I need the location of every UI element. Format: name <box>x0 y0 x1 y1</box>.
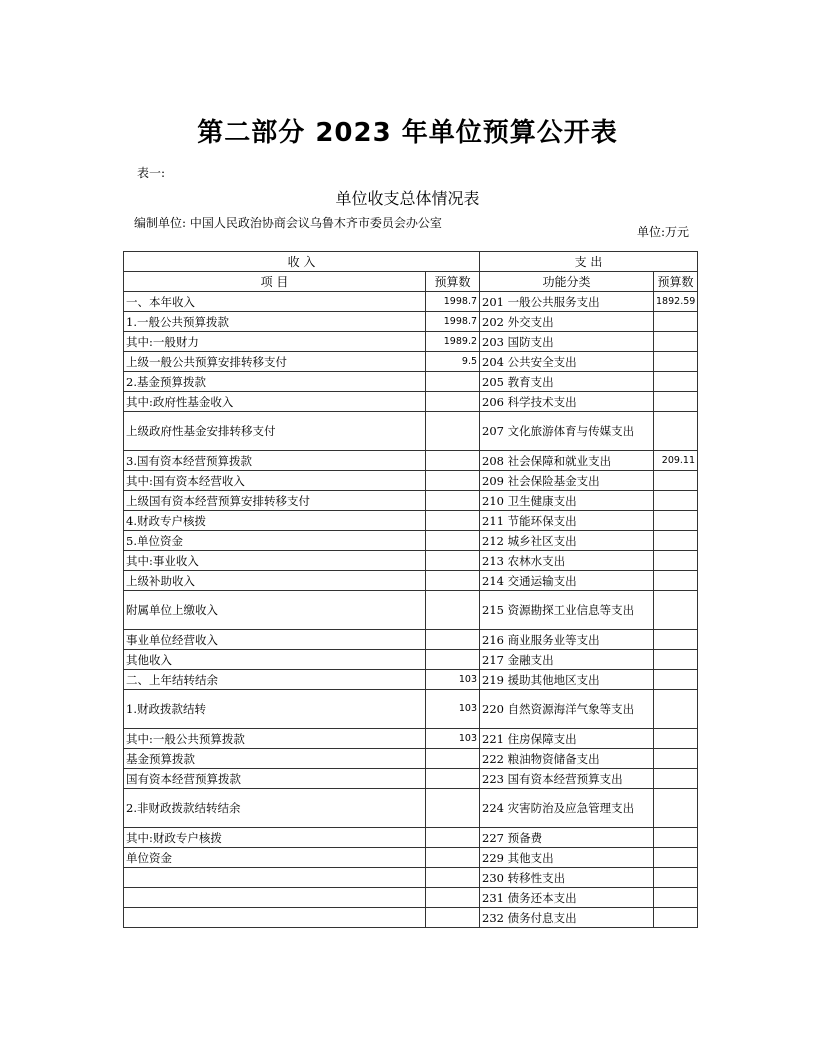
table-column-header-row <box>124 272 698 292</box>
expense-category-cell: 230 转移性支出 <box>480 868 654 888</box>
income-item-cell: 其中:国有资本经营收入 <box>124 471 426 491</box>
income-amount-cell <box>426 591 480 630</box>
table-row <box>124 690 698 729</box>
expense-category-cell: 205 教育支出 <box>480 372 654 392</box>
expense-category-cell: 202 外交支出 <box>480 312 654 332</box>
table-group-header-row <box>124 252 698 272</box>
income-amount-cell <box>426 848 480 868</box>
expense-category-cell: 220 自然资源海洋气象等支出 <box>480 690 654 729</box>
currency-unit: 单位:万元 <box>637 225 690 239</box>
table-row <box>124 749 698 769</box>
table-row <box>124 789 698 828</box>
income-amount-cell <box>426 531 480 551</box>
income-amount-cell: 103 <box>426 670 480 690</box>
income-amount-cell <box>426 551 480 571</box>
expense-category-cell: 216 商业服务业等支出 <box>480 630 654 650</box>
expense-amount-cell <box>654 312 698 332</box>
table-row <box>124 352 698 372</box>
table-row <box>124 511 698 531</box>
expense-amount-cell <box>654 372 698 392</box>
income-amount-cell <box>426 451 480 471</box>
expense-amount-cell <box>654 769 698 789</box>
table-row <box>124 531 698 551</box>
income-item-cell: 其中:一般财力 <box>124 332 426 352</box>
expense-amount-cell <box>654 412 698 451</box>
income-item-cell: 上级一般公共预算安排转移支付 <box>124 352 426 372</box>
expense-category-cell: 207 文化旅游体育与传媒支出 <box>480 412 654 451</box>
income-amount-cell: 1998.7 <box>426 292 480 312</box>
income-item-cell: 基金预算拨款 <box>124 749 426 769</box>
income-amount-cell <box>426 908 480 928</box>
expense-category-cell: 212 城乡社区支出 <box>480 531 654 551</box>
income-amount-cell <box>426 868 480 888</box>
expense-category-cell: 213 农林水支出 <box>480 551 654 571</box>
income-item-cell: 上级国有资本经营预算安排转移支付 <box>124 491 426 511</box>
income-amount-cell <box>426 769 480 789</box>
income-amount-cell <box>426 828 480 848</box>
expense-amount-cell <box>654 789 698 828</box>
expense-amount-cell <box>654 531 698 551</box>
income-item-cell: 3.国有资本经营预算拨款 <box>124 451 426 471</box>
expense-category-cell: 217 金融支出 <box>480 650 654 670</box>
table-row <box>124 491 698 511</box>
income-item-cell: 一、本年收入 <box>124 292 426 312</box>
table-row <box>124 571 698 591</box>
table-row <box>124 908 698 928</box>
expense-category-cell: 231 债务还本支出 <box>480 888 654 908</box>
income-amount-cell <box>426 471 480 491</box>
income-item-cell: 其中:事业收入 <box>124 551 426 571</box>
category-header: 功能分类 <box>480 272 654 292</box>
table-row <box>124 650 698 670</box>
budget-table <box>123 251 698 928</box>
income-amount-cell <box>426 630 480 650</box>
expense-amount-cell <box>654 650 698 670</box>
income-amount-cell <box>426 511 480 531</box>
income-amount-cell <box>426 571 480 591</box>
expense-category-cell: 215 资源勘探工业信息等支出 <box>480 591 654 630</box>
income-amount-cell: 9.5 <box>426 352 480 372</box>
expense-category-cell: 206 科学技术支出 <box>480 392 654 412</box>
budget-table-body <box>124 252 698 928</box>
table-row <box>124 412 698 451</box>
expense-amount-cell <box>654 690 698 729</box>
expense-category-cell: 222 粮油物资储备支出 <box>480 749 654 769</box>
expense-amount-cell <box>654 630 698 650</box>
budget-header: 预算数 <box>426 272 480 292</box>
table-row <box>124 769 698 789</box>
expense-category-cell: 214 交通运输支出 <box>480 571 654 591</box>
income-item-cell <box>124 888 426 908</box>
income-item-cell: 二、上年结转结余 <box>124 670 426 690</box>
expense-category-cell: 223 国有资本经营预算支出 <box>480 769 654 789</box>
table-row <box>124 372 698 392</box>
income-item-cell: 上级补助收入 <box>124 571 426 591</box>
income-item-cell: 1.财政拨款结转 <box>124 690 426 729</box>
expense-category-cell: 219 援助其他地区支出 <box>480 670 654 690</box>
expense-amount-cell <box>654 392 698 412</box>
expense-amount-cell <box>654 571 698 591</box>
table-row <box>124 868 698 888</box>
expense-category-cell: 209 社会保险基金支出 <box>480 471 654 491</box>
expense-category-cell: 211 节能环保支出 <box>480 511 654 531</box>
item-header: 项 目 <box>124 272 426 292</box>
income-amount-cell <box>426 372 480 392</box>
income-item-cell: 2.非财政拨款结转结余 <box>124 789 426 828</box>
income-item-cell: 单位资金 <box>124 848 426 868</box>
income-item-cell: 其他收入 <box>124 650 426 670</box>
income-amount-cell: 1989.2 <box>426 332 480 352</box>
income-item-cell <box>124 868 426 888</box>
expense-amount-cell <box>654 591 698 630</box>
table-row <box>124 888 698 908</box>
table-row <box>124 392 698 412</box>
expense-amount-cell: 1892.59 <box>654 292 698 312</box>
income-amount-cell <box>426 789 480 828</box>
table-row <box>124 292 698 312</box>
table-row <box>124 551 698 571</box>
expense-amount-cell <box>654 868 698 888</box>
expense-amount-cell <box>654 828 698 848</box>
expense-amount-cell <box>654 848 698 868</box>
expense-amount-cell <box>654 332 698 352</box>
expense-header: 支 出 <box>480 252 698 272</box>
page-title: 第二部分 2023 年单位预算公开表 <box>197 118 618 148</box>
income-item-cell: 其中:政府性基金收入 <box>124 392 426 412</box>
income-item-cell: 4.财政专户核拨 <box>124 511 426 531</box>
expense-amount-cell <box>654 749 698 769</box>
income-amount-cell <box>426 650 480 670</box>
table-row <box>124 332 698 352</box>
income-item-cell: 2.基金预算拨款 <box>124 372 426 392</box>
income-item-cell: 其中:财政专户核拨 <box>124 828 426 848</box>
expense-category-cell: 227 预备费 <box>480 828 654 848</box>
expense-amount-cell <box>654 670 698 690</box>
expense-amount-cell <box>654 551 698 571</box>
expense-category-cell: 210 卫生健康支出 <box>480 491 654 511</box>
table-subtitle: 单位收支总体情况表 <box>335 189 480 208</box>
income-item-cell <box>124 908 426 928</box>
expense-category-cell: 221 住房保障支出 <box>480 729 654 749</box>
expense-category-cell: 232 债务付息支出 <box>480 908 654 928</box>
income-amount-cell <box>426 749 480 769</box>
expense-amount-cell <box>654 888 698 908</box>
income-item-cell: 上级政府性基金安排转移支付 <box>124 412 426 451</box>
table-row <box>124 828 698 848</box>
income-item-cell: 国有资本经营预算拨款 <box>124 769 426 789</box>
income-item-cell: 1.一般公共预算拨款 <box>124 312 426 332</box>
compiling-unit: 编制单位: 中国人民政治协商会议乌鲁木齐市委员会办公室 <box>134 216 442 230</box>
income-item-cell: 附属单位上缴收入 <box>124 591 426 630</box>
expense-amount-cell <box>654 491 698 511</box>
expense-amount-cell <box>654 352 698 372</box>
expense-amount-cell: 209.11 <box>654 451 698 471</box>
expense-category-cell: 201 一般公共服务支出 <box>480 292 654 312</box>
table-row <box>124 630 698 650</box>
income-item-cell: 其中:一般公共预算拨款 <box>124 729 426 749</box>
expense-category-cell: 229 其他支出 <box>480 848 654 868</box>
table-row <box>124 670 698 690</box>
expense-category-cell: 204 公共安全支出 <box>480 352 654 372</box>
table-row <box>124 451 698 471</box>
income-amount-cell: 103 <box>426 729 480 749</box>
expense-amount-cell <box>654 471 698 491</box>
expense-amount-cell <box>654 729 698 749</box>
income-header: 收 入 <box>124 252 480 272</box>
income-amount-cell: 1998.7 <box>426 312 480 332</box>
income-amount-cell: 103 <box>426 690 480 729</box>
budget2-header: 预算数 <box>654 272 698 292</box>
expense-amount-cell <box>654 511 698 531</box>
table-row <box>124 729 698 749</box>
income-item-cell: 事业单位经营收入 <box>124 630 426 650</box>
income-amount-cell <box>426 491 480 511</box>
table-row <box>124 591 698 630</box>
table-number: 表一: <box>137 166 166 180</box>
table-row <box>124 312 698 332</box>
table-row <box>124 471 698 491</box>
expense-amount-cell <box>654 908 698 928</box>
income-amount-cell <box>426 392 480 412</box>
income-item-cell: 5.单位资金 <box>124 531 426 551</box>
expense-category-cell: 224 灾害防治及应急管理支出 <box>480 789 654 828</box>
income-amount-cell <box>426 412 480 451</box>
income-amount-cell <box>426 888 480 908</box>
table-row <box>124 848 698 868</box>
expense-category-cell: 203 国防支出 <box>480 332 654 352</box>
expense-category-cell: 208 社会保障和就业支出 <box>480 451 654 471</box>
